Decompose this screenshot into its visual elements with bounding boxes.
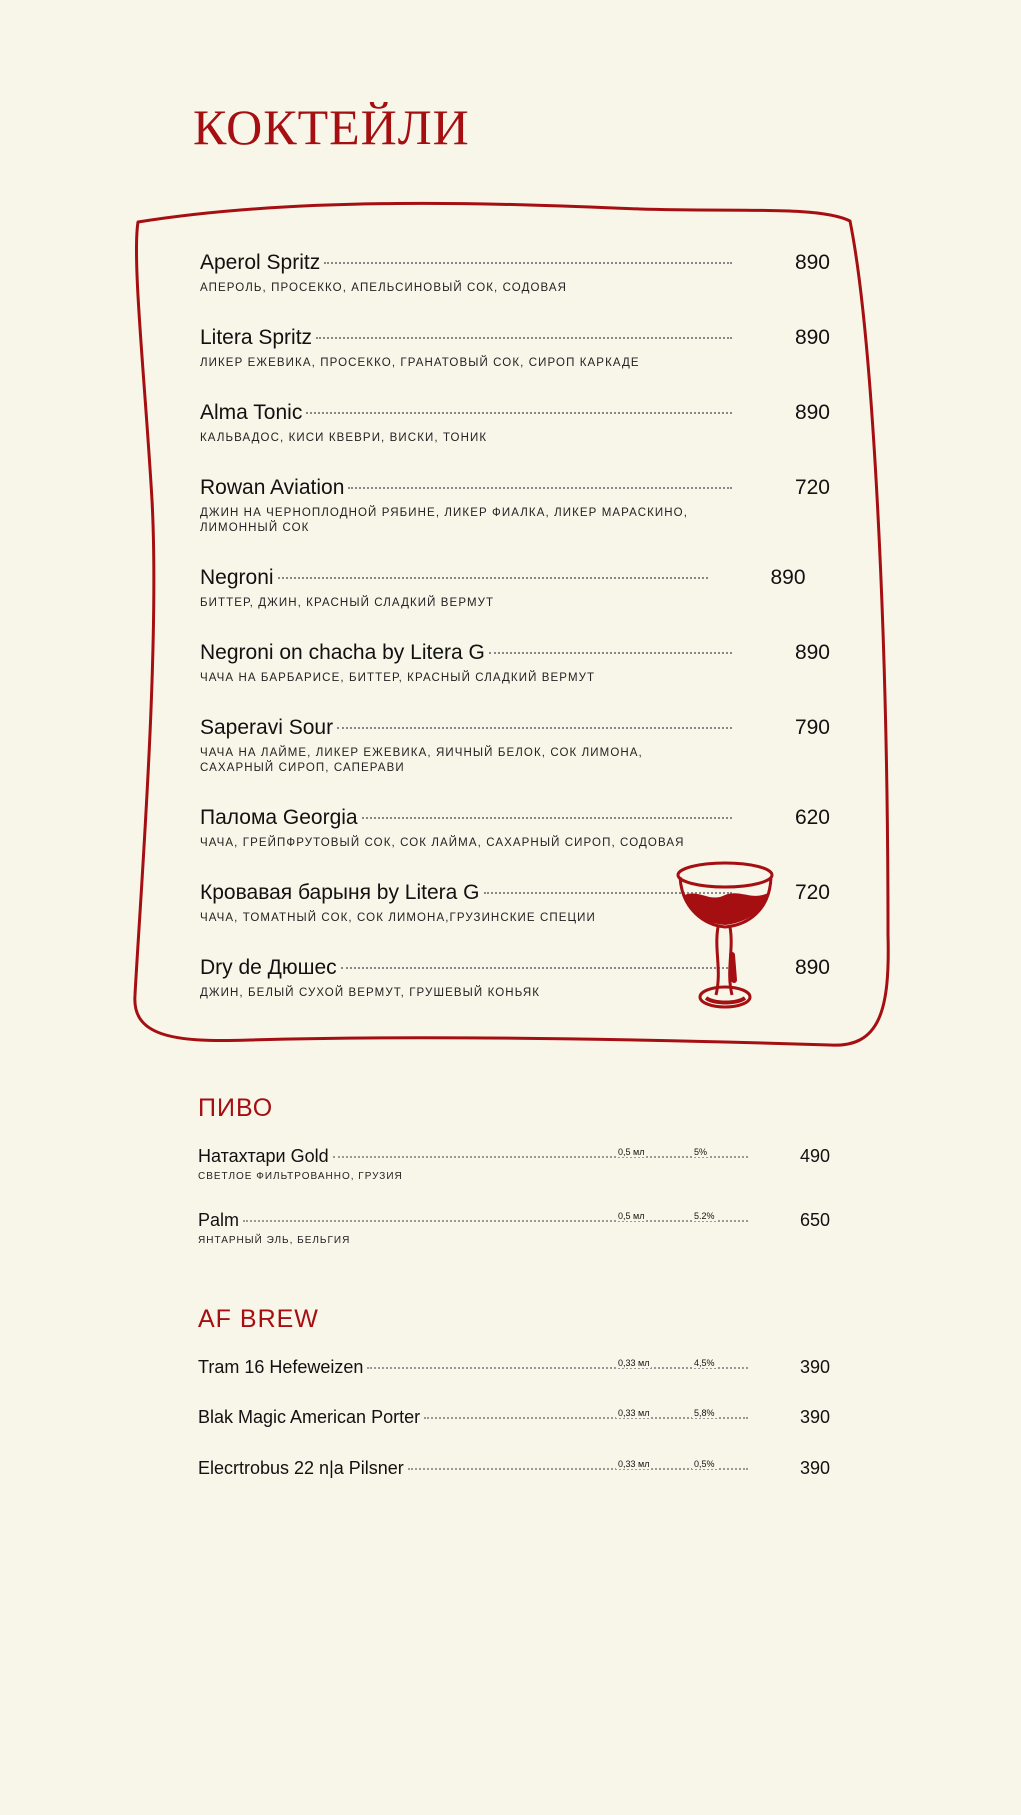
item-volume: 0,33 мл — [618, 1408, 650, 1418]
item-volume: 0,33 мл — [618, 1459, 650, 1469]
item-name: Litera Spritz — [200, 326, 313, 349]
item-abv: 5% — [694, 1147, 708, 1157]
item-name: Палома Georgia — [200, 806, 358, 829]
dot-leader — [348, 486, 732, 489]
item-description: ЧАЧА НА ЛАЙМЕ, ЛИКЕР ЕЖЕВИКА, ЯИЧНЫЙ БЕЛОК, СОК ЛИМОНА, САХАРНЫЙ СИРОП, САПЕРАВИ — [200, 747, 643, 774]
item-price: 490 — [799, 1146, 830, 1166]
item-price: 890 — [794, 326, 830, 349]
list-item — [200, 641, 830, 686]
dot-leader — [278, 576, 708, 579]
item-description: АПЕРОЛЬ, ПРОСЕККО, АПЕЛЬСИНОВЫЙ СОК, СОДОВАЯ — [200, 282, 568, 294]
item-description: ДЖИН НА ЧЕРНОПЛОДНОЙ РЯБИНЕ, ЛИКЕР ФИАЛКА, ЛИКЕР МАРАСКИНО, ЛИМОННЫЙ СОК — [200, 507, 689, 534]
item-abv: 5.2% — [694, 1211, 715, 1221]
item-name: Dry de Дюшес — [200, 956, 337, 979]
item-description: ЧАЧА, ТОМАТНЫЙ СОК, СОК ЛИМОНА,ГРУЗИНСКИЕ СПЕЦИИ — [200, 912, 596, 924]
dot-leader — [306, 411, 732, 414]
list-item — [198, 1357, 830, 1381]
item-name: Blak Magic American Porter — [198, 1407, 421, 1427]
item-price: 890 — [794, 956, 830, 979]
item-name: Negroni on chacha by Litera G — [200, 641, 485, 664]
item-description: СВЕТЛОЕ ФИЛЬТРОВАННО, ГРУЗИЯ — [198, 1171, 403, 1182]
item-price: 390 — [799, 1407, 830, 1427]
list-item — [200, 251, 830, 296]
dot-leader — [337, 726, 732, 729]
item-name: Palm — [198, 1210, 240, 1230]
item-volume: 0,5 мл — [618, 1147, 645, 1157]
item-abv: 0,5% — [694, 1459, 715, 1469]
dot-leader — [367, 1366, 748, 1369]
item-abv: 5,8% — [694, 1408, 715, 1418]
item-description: БИТТЕР, ДЖИН, КРАСНЫЙ СЛАДКИЙ ВЕРМУТ — [200, 597, 495, 609]
item-price: 720 — [794, 881, 830, 904]
item-price: 390 — [799, 1357, 830, 1377]
list-item — [200, 566, 830, 611]
dot-leader — [333, 1155, 748, 1158]
item-description: ДЖИН, БЕЛЫЙ СУХОЙ ВЕРМУТ, ГРУШЕВЫЙ КОНЬЯК — [200, 987, 541, 999]
item-price: 650 — [799, 1210, 830, 1230]
item-abv: 4,5% — [694, 1358, 715, 1368]
page-title: КОКТЕЙЛИ — [193, 99, 470, 155]
item-price: 890 — [770, 566, 806, 589]
item-name: Alma Tonic — [200, 401, 303, 424]
item-description: КАЛЬВАДОС, КИСИ КВЕВРИ, ВИСКИ, ТОНИК — [200, 432, 488, 444]
section-title-af-brew: AF BREW — [198, 1305, 319, 1333]
item-name: Aperol Spritz — [200, 251, 321, 274]
list-item — [198, 1210, 830, 1246]
list-item — [198, 1407, 830, 1431]
item-price: 620 — [794, 806, 830, 829]
list-item — [200, 716, 830, 776]
list-item — [198, 1458, 830, 1482]
item-price: 890 — [794, 641, 830, 664]
list-item — [200, 806, 830, 851]
item-price: 890 — [794, 251, 830, 274]
item-price: 890 — [794, 401, 830, 424]
section-title-beer: ПИВО — [198, 1094, 274, 1122]
dot-leader — [362, 816, 732, 819]
item-description: ЛИКЕР ЕЖЕВИКА, ПРОСЕККО, ГРАНАТОВЫЙ СОК, СИРОП КАРКАДЕ — [200, 357, 640, 369]
item-volume: 0,33 мл — [618, 1358, 650, 1368]
dot-leader — [316, 336, 732, 339]
item-name: Elecrtrobus 22 n|a Pilsner — [198, 1458, 404, 1478]
item-name: Натахтари Gold — [198, 1146, 329, 1166]
item-description: ЯНТАРНЫЙ ЭЛЬ, БЕЛЬГИЯ — [198, 1235, 351, 1246]
list-item — [200, 326, 830, 371]
list-item — [200, 401, 830, 446]
item-price: 720 — [794, 476, 830, 499]
item-name: Rowan Aviation — [200, 476, 345, 499]
list-item — [198, 1146, 830, 1182]
item-name: Кровавая барыня by Litera G — [200, 881, 480, 904]
item-description: ЧАЧА, ГРЕЙПФРУТОВЫЙ СОК, СОК ЛАЙМА, САХАРНЫЙ СИРОП, СОДОВАЯ — [200, 837, 685, 849]
item-name: Saperavi Sour — [200, 716, 334, 739]
cocktail-glass-icon — [670, 855, 780, 1015]
item-volume: 0,5 мл — [618, 1211, 645, 1221]
item-name: Tram 16 Hefeweizen — [198, 1357, 364, 1377]
item-price: 390 — [799, 1458, 830, 1478]
dot-leader — [489, 651, 732, 654]
item-description: ЧАЧА НА БАРБАРИСЕ, БИТТЕР, КРАСНЫЙ СЛАДКИЙ ВЕРМУТ — [200, 672, 596, 684]
list-item — [200, 476, 830, 536]
dot-leader — [324, 261, 732, 264]
dot-leader — [243, 1219, 748, 1222]
item-price: 790 — [794, 716, 830, 739]
item-name: Negroni — [200, 566, 274, 589]
